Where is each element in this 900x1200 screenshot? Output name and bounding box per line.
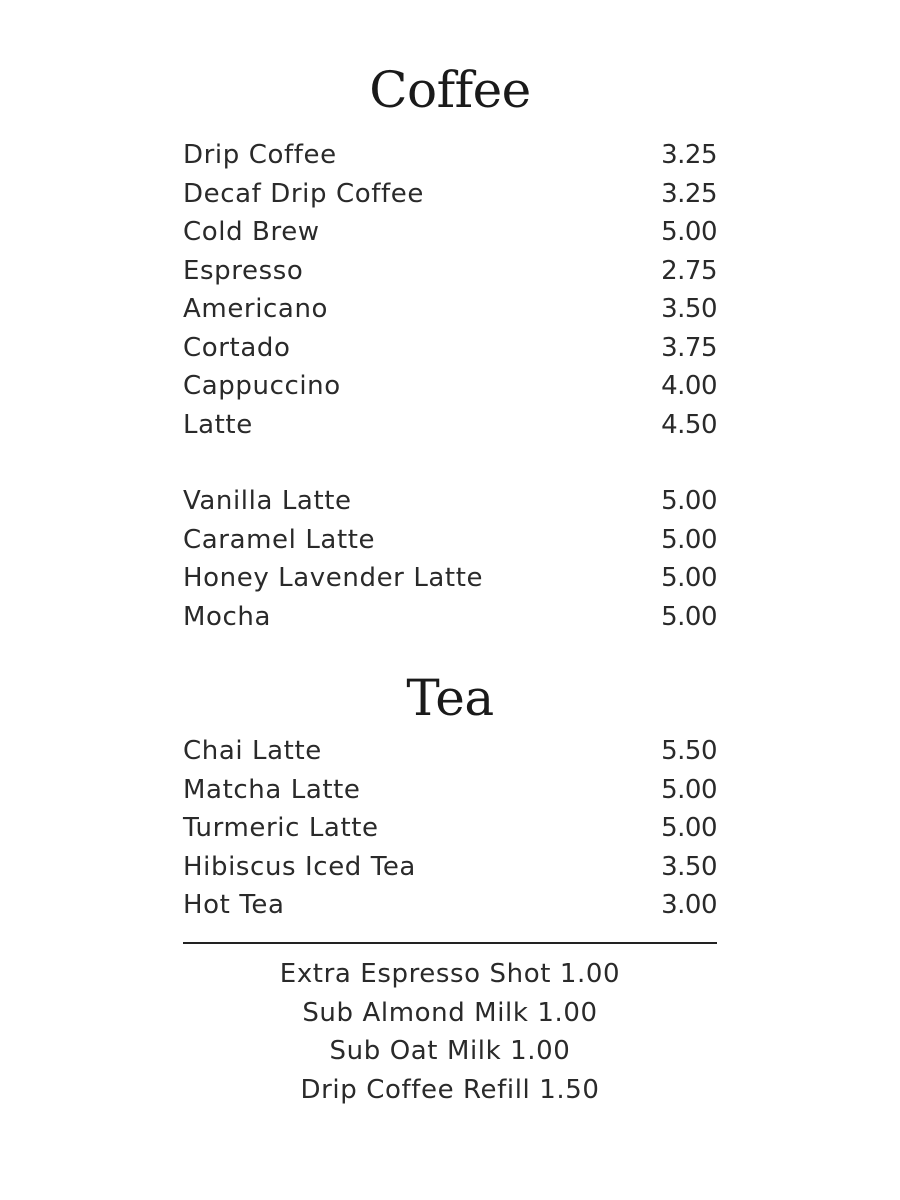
extras-list bbox=[0, 955, 900, 1109]
item-price: 3.25 bbox=[661, 140, 717, 170]
extra-item: Sub Almond Milk 1.00 bbox=[302, 997, 598, 1028]
menu-item bbox=[183, 559, 717, 598]
item-price: 5.00 bbox=[661, 524, 717, 555]
extra-item: Drip Coffee Refill 1.50 bbox=[300, 1074, 600, 1105]
item-name: Vanilla Latte bbox=[183, 486, 352, 516]
extra-item: Extra Espresso Shot 1.00 bbox=[279, 959, 621, 989]
menu-item bbox=[183, 252, 717, 291]
menu-item bbox=[183, 290, 717, 329]
section-divider bbox=[183, 942, 717, 944]
item-price: 2.75 bbox=[661, 255, 717, 286]
menu-item bbox=[183, 809, 717, 848]
menu-item bbox=[183, 886, 717, 925]
item-price: 5.00 bbox=[661, 774, 717, 805]
item-price: 3.00 bbox=[661, 890, 717, 920]
item-name: Cold Brew bbox=[183, 217, 320, 247]
item-name: Drip Coffee bbox=[183, 140, 337, 170]
item-price: 3.25 bbox=[661, 178, 717, 209]
item-price: 5.50 bbox=[661, 736, 717, 766]
item-name: Honey Lavender Latte bbox=[183, 563, 484, 593]
menu-item bbox=[183, 848, 717, 887]
item-name: Matcha Latte bbox=[183, 774, 361, 805]
menu-item bbox=[183, 732, 717, 771]
item-price: 4.00 bbox=[661, 371, 717, 401]
item-price: 5.00 bbox=[661, 601, 717, 632]
menu-item bbox=[183, 482, 717, 521]
item-name: Chai Latte bbox=[183, 736, 322, 766]
item-name: Decaf Drip Coffee bbox=[183, 178, 424, 209]
menu-item bbox=[183, 175, 717, 214]
item-name: Espresso bbox=[183, 255, 304, 286]
flavored-latte-list bbox=[183, 482, 717, 636]
item-name: Hot Tea bbox=[183, 890, 285, 920]
item-name: Hibiscus Iced Tea bbox=[183, 851, 416, 882]
menu-item bbox=[183, 213, 717, 252]
item-price: 3.75 bbox=[661, 332, 717, 363]
item-name: Mocha bbox=[183, 601, 272, 632]
item-price: 5.00 bbox=[661, 563, 717, 593]
item-name: Cappuccino bbox=[183, 371, 341, 401]
item-name: Caramel Latte bbox=[183, 524, 376, 555]
item-name: Latte bbox=[183, 409, 253, 440]
item-name: Turmeric Latte bbox=[183, 813, 379, 843]
item-name: Cortado bbox=[183, 332, 291, 363]
menu-item bbox=[183, 136, 717, 175]
tea-section-title: Tea bbox=[406, 669, 494, 727]
menu-item bbox=[183, 598, 717, 637]
menu-item bbox=[183, 367, 717, 406]
menu-item bbox=[183, 329, 717, 368]
coffee-section-title: Coffee bbox=[369, 61, 531, 119]
extra-item: Sub Oat Milk 1.00 bbox=[329, 1036, 571, 1066]
item-price: 5.00 bbox=[661, 217, 717, 247]
coffee-list bbox=[183, 136, 717, 444]
item-price: 5.00 bbox=[661, 813, 717, 843]
tea-list bbox=[183, 732, 717, 925]
item-price: 3.50 bbox=[661, 294, 717, 324]
menu-item bbox=[183, 771, 717, 810]
menu-item bbox=[183, 521, 717, 560]
item-price: 3.50 bbox=[661, 851, 717, 882]
item-name: Americano bbox=[183, 294, 329, 324]
item-price: 4.50 bbox=[661, 409, 717, 440]
menu-item bbox=[183, 406, 717, 445]
item-price: 5.00 bbox=[661, 486, 717, 516]
